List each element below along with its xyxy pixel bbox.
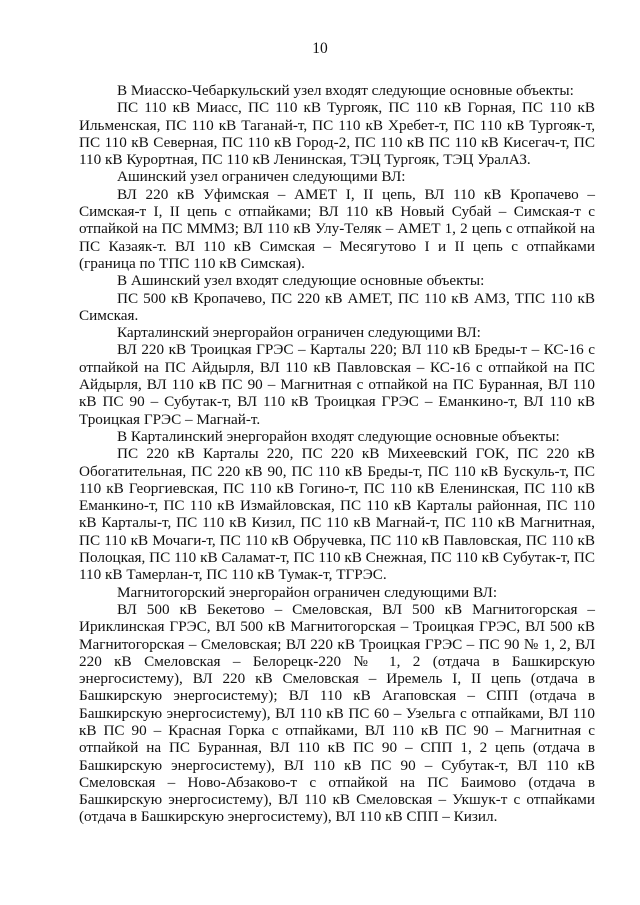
paragraph-miass-objects-list: ПС 110 кВ Миасс, ПС 110 кВ Тургояк, ПС 110 кВ Горная, ПС 110 кВ Ильменская, ПС 110 кВ Таганай-т, ПС 110 кВ Хребет-т, ПС 110 кВ Тургояк-т, ПС 110 кВ Северная, ПС 110 кВ Город-2, ПС 110 кВ ПС 110 кВ Кисегач-т, ПС 110 кВ Курортная, ПС 110 кВ Ленинская, ТЭЦ Тургояк, ТЭЦ УралАЗ.: [79, 99, 595, 169]
paragraph-kartaly-objects-list: ПС 220 кВ Карталы 220, ПС 220 кВ Михеевский ГОК, ПС 220 кВ Обогатительная, ПС 220 кВ 90, ПС 110 кВ Бреды-т, ПС 110 кВ Бускуль-т, ПС 110 кВ Георгиевская, ПС 110 кВ Гогино-т, ПС 110 кВ Еленинская, ПС 110 кВ Еманкино-т, ПС 110 кВ Измайловская, ПС 110 кВ Карталы районная, ПС 110 кВ Карталы-т, ПС 110 кВ Кизил, ПС 110 кВ Магнай-т, ПС 110 кВ Магнитная, ПС 110 кВ Мочаги-т, ПС 110 кВ Обручевка, ПС 110 кВ Павловская, ПС 110 кВ Полоцкая, ПС 110 кВ Саламат-т, ПС 110 кВ Снежная, ПС 110 кВ Субутак-т, ПС 110 кВ Тамерлан-т, ПС 110 кВ Тумак-т, ТГРЭС.: [79, 445, 595, 584]
paragraph-asha-objects-heading: В Ашинский узел входят следующие основные объекты:: [117, 272, 485, 290]
paragraph-asha-lines-heading: Ашинский узел ограничен следующими ВЛ:: [117, 168, 406, 186]
paragraph-kartaly-objects-heading: В Карталинский энергорайон входят следующие основные объекты:: [117, 427, 560, 445]
paragraph-asha-lines-list: ВЛ 220 кВ Уфимская – АМЕТ I, II цепь, ВЛ 110 кВ Кропачево – Симская-т I, II цепь с отпайками; ВЛ 110 кВ Новый Субай – Симская-т с отпайкой на ПС МММЗ; ВЛ 110 кВ Улу-Теляк – АМЕТ 1, 2 цепь с отпайкой на ПС Казаяк-т. ВЛ 110 кВ Симская – Месягутово I и II цепь с отпайками (граница по ТПС 110 кВ Симская).: [79, 185, 595, 272]
paragraph-kartaly-lines-heading: Карталинский энергорайон ограничен следующими ВЛ:: [117, 324, 481, 342]
page-number: 10: [312, 40, 328, 57]
paragraph-magnitogorsk-lines-list: ВЛ 500 кВ Бекетово – Смеловская, ВЛ 500 кВ Магнитогорская – Ириклинская ГРЭС, ВЛ 500 кВ Магнитогорская – Троицкая ГРЭС, ВЛ 500 кВ Магнитогорская – Смеловская; ВЛ 220 кВ Троицкая ГРЭС – ПС 90 № 1, 2, ВЛ 220 кВ Смеловская – Белорецк-220 № 1, 2 (отдача в Башкирскую энергосистему), ВЛ 220 кВ Смеловская – Иремель I, II цепь (отдача в Башкирскую энергосистему); ВЛ 110 кВ Агаповская – СПП (отдача в Башкирскую энергосистему), ВЛ 110 кВ ПС 60 – Узельга с отпайками, ВЛ 110 кВ ПС 90 – Красная Горка с отпайками, ВЛ 110 кВ ПС 90 – Магнитная с отпайкой на ПС Буранная, ВЛ 110 кВ ПС 90 – СПП 1, 2 цепь (отдача в Башкирскую энергосистему), ВЛ 110 кВ ПС 90 – Субутак-т, ВЛ 110 кВ Смеловская – Ново-Абзаково-т с отпайкой на ПС Баимово (отдача в Башкирскую энергосистему), ВЛ 110 кВ Смеловская – Укшук-т с отпайками (отдача в Башкирскую энергосистему), ВЛ 110 кВ СПП – Кизил.: [79, 600, 595, 826]
paragraph-kartaly-lines-list: ВЛ 220 кВ Троицкая ГРЭС – Карталы 220; ВЛ 110 кВ Бреды-т – КС-16 с отпайкой на ПС Айдырля, ВЛ 110 кВ Павловская – КС-16 с отпайкой на ПС Айдырля, ВЛ 110 кВ ПС 90 – Магнитная с отпайкой на ПС Буранная, ВЛ 110 кВ ПС 90 – Субутак-т, ВЛ 110 кВ Троицкая ГРЭС – Еманкино-т, ВЛ 110 кВ Троицкая ГРЭС – Магнай-т.: [79, 341, 595, 428]
paragraph-magnitogorsk-lines-heading: Магнитогорский энергорайон ограничен следующими ВЛ:: [117, 583, 498, 601]
paragraph-miass-objects-heading: В Миасско-Чебаркульский узел входят следующие основные объекты:: [117, 82, 574, 99]
paragraph-asha-objects-list: ПС 500 кВ Кропачево, ПС 220 кВ АМЕТ, ПС 110 кВ АМЗ, ТПС 110 кВ Симская.: [79, 289, 595, 324]
document-body: [79, 82, 595, 826]
